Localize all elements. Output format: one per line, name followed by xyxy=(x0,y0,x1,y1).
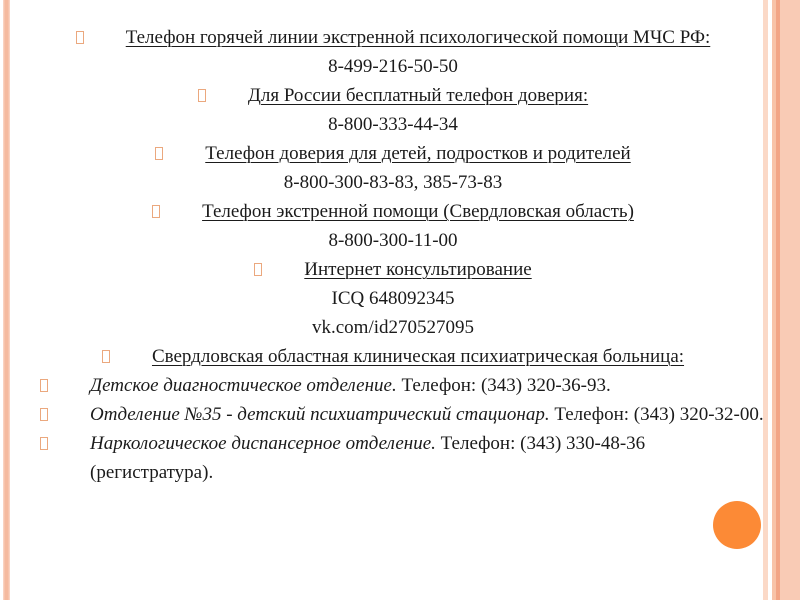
phone-number: 8-499-216-50-50 xyxy=(328,56,458,77)
department-entry xyxy=(90,371,768,400)
hotline-title: Телефон экстренной помощи (Свердловская область) xyxy=(202,201,634,222)
hotline-title: Телефон доверия для детей, подростков и родителей xyxy=(205,143,631,164)
hospital-title: Свердловская областная клиническая психиатрическая больница: xyxy=(151,346,685,367)
department-name: Отделение №35 - детский психиатрический стационар. xyxy=(90,404,550,425)
bullet-icon xyxy=(198,89,206,102)
bullet-icon xyxy=(152,205,160,218)
list-item xyxy=(18,371,768,400)
department-phone: Телефон: (343) 330-48-36 (регистратура). xyxy=(90,433,646,483)
bullet-icon xyxy=(76,31,84,44)
phone-number: 8-800-333-44-34 xyxy=(328,114,458,135)
vk-address: vk.com/id270527095 xyxy=(311,317,475,338)
hotline-title: Телефон горячей линии экстренной психологической помощи МЧС РФ: xyxy=(125,27,711,48)
list-item xyxy=(18,342,768,371)
phone-number: 8-800-300-11-00 xyxy=(328,230,458,251)
bullet-icon xyxy=(40,408,48,421)
bullet-icon xyxy=(155,147,163,160)
hotline-title: Для России бесплатный телефон доверия: xyxy=(247,85,589,106)
department-phone: Телефон: (343) 320-32-00. xyxy=(549,404,764,425)
right-accent-band xyxy=(763,0,800,600)
department-entry xyxy=(90,429,768,487)
list-item xyxy=(18,400,768,429)
bullet-icon xyxy=(102,350,110,363)
list-item xyxy=(18,255,768,284)
bullet-icon xyxy=(254,263,262,276)
left-accent-bar xyxy=(3,0,10,600)
phone-number: 8-800-300-83-83, 385-73-83 xyxy=(283,172,503,193)
slide-body xyxy=(18,23,768,487)
icq-number: ICQ 648092345 xyxy=(331,288,455,309)
list-item xyxy=(18,139,768,168)
bullet-icon xyxy=(40,437,48,450)
department-entry xyxy=(90,400,768,429)
orange-circle-decoration xyxy=(713,501,761,549)
department-phone: Телефон: (343) 320-36-93. xyxy=(396,375,611,396)
bullet-icon xyxy=(40,379,48,392)
hotline-title: Интернет консультирование xyxy=(304,259,532,280)
list-item xyxy=(18,23,768,52)
department-name: Детское диагностическое отделение. xyxy=(90,375,397,396)
department-name: Наркологическое диспансерное отделение. xyxy=(90,433,436,454)
list-item xyxy=(18,197,768,226)
list-item xyxy=(18,81,768,110)
list-item xyxy=(18,429,768,487)
